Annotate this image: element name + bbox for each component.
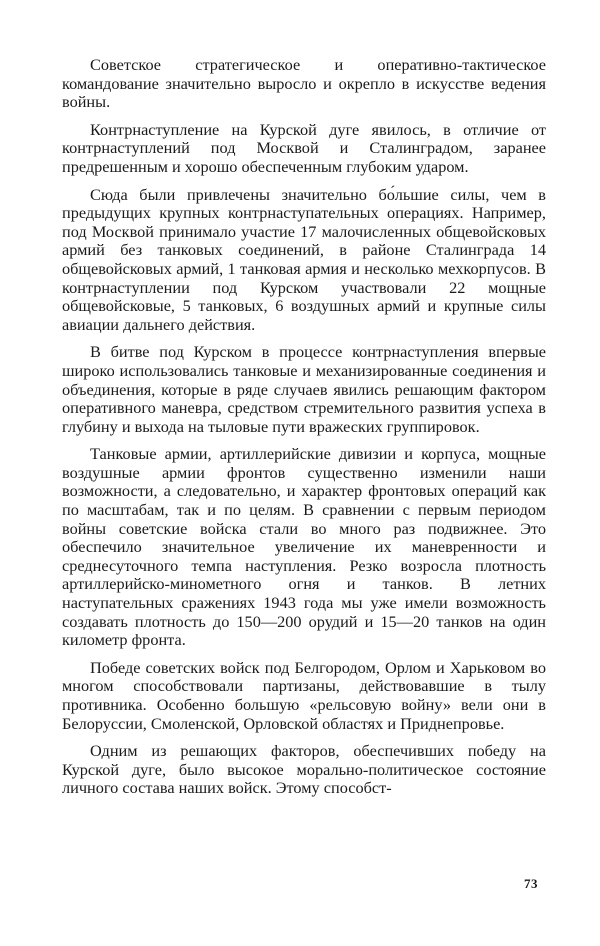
paragraph-4: В битве под Курском в процессе контрнаступления впервые широко использовались танковые и механизированные соединения и объединения, которые в ряде случаев явились решающим фактором оперативного маневра, средством стремительного развития успеха в глубину и выхода на тыловые пути вражеских группировок. — [62, 342, 546, 436]
paragraph-1: Советское стратегическое и оперативно-тактическое командование значительно выросло и окрепло в искусстве ведения войны. — [62, 55, 546, 112]
paragraph-6: Победе советских войск под Белгородом, Орлом и Харьковом во многом способствовали партизаны, действовавшие в тылу противника. Особенно большую «рельсовую войну» вели они в Белоруссии, Смоленской, Орловской областях и Приднепровье. — [62, 657, 546, 733]
page-body — [62, 56, 546, 936]
paragraph-5: Танковые армии, артиллерийские дивизии и корпуса, мощные воздушные армии фронтов существенно изменили наши возможности, а следовательно, и характер фронтовых операций как по масштабам, так и по целям. В сравнении с первым периодом войны советские войска стали во много раз подвижнее. Это обеспечило значительное увеличение их маневренности и среднесуточного темпа наступления. Резко возросла плотность артиллерийско-минометного огня и танков. В летних наступательных сражениях 1943 года мы уже имели возможность создавать плотность до 150—200 орудий и 15—20 танков на один километр фронта. — [62, 444, 546, 650]
paragraph-3: Сюда были привлечены значительно бо́льшие силы, чем в предыдущих крупных контрнаступательных операциях. Например, под Москвой принимало участие 17 малочисленных общевойсковых армий без танковых соединений, в районе Сталинграда 14 общевойсковых армий, 1 танковая армия и несколько мехкорпусов. В контрнаступлении под Курском участвовали 22 мощные общевойсковые, 5 танковых, 6 воздушных армий и крупные силы авиации дальнего действия. — [62, 184, 546, 334]
page-number: 73 — [524, 876, 538, 891]
paragraph-2: Контрнаступление на Курской дуге явилось, в отличие от контрнаступлений под Москвой и Сталинградом, заранее предрешенным и хорошо обеспеченным глубоким ударом. — [62, 119, 546, 176]
paragraph-7: Одним из решающих факторов, обеспечивших победу на Курской дуге, было высокое морально-политическое состояние личного состава наших войск. Этому способст- — [62, 741, 546, 798]
